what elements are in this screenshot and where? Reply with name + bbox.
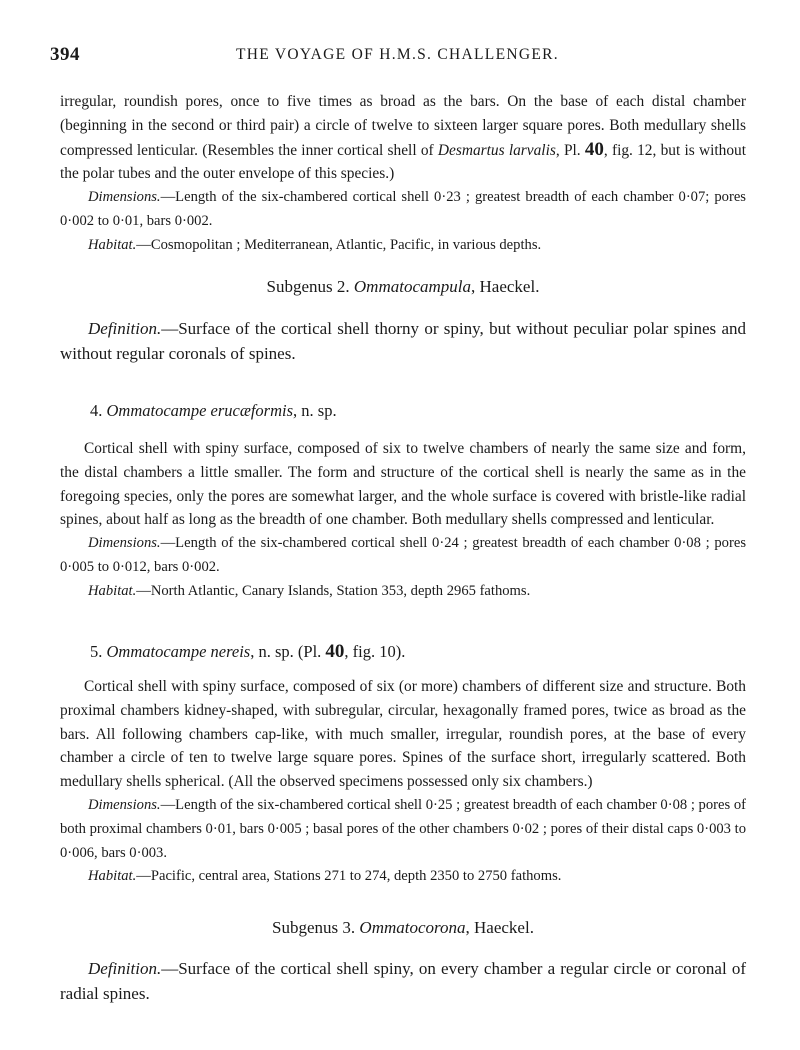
species-5-suffix-pre: , n. sp. (Pl. xyxy=(250,642,326,661)
species-5-heading xyxy=(60,641,746,663)
dimensions-label: Dimensions. xyxy=(88,189,161,206)
definition-label: Definition. xyxy=(88,319,162,338)
species-4-habitat xyxy=(60,580,746,604)
species-5-suffix-post: , fig. 10). xyxy=(344,642,406,661)
running-title: THE VOYAGE OF H.M.S. CHALLENGER. xyxy=(236,46,559,63)
definition-text: —Surface of the cortical shell spiny, on every chamber a regular circle or coronal of radial spines. xyxy=(60,959,746,1003)
habitat-label: Habitat. xyxy=(88,868,137,885)
subgenus-3-definition-block xyxy=(60,956,746,1006)
species-5-section xyxy=(60,641,746,663)
genus-reference: Desmartus larvalis xyxy=(437,141,556,159)
subgenus-3-definition xyxy=(60,956,746,1006)
species-5-body xyxy=(60,675,746,889)
plate-number: 40 xyxy=(584,138,604,160)
species-5-description: Cortical shell with spiny surface, composed of six (or more) chambers of different size and structure. Both proximal chambers kidney-shaped, with subregular, circular, hexagonally framed pores, twice as broad as the bars. All following chambers cap-like, with much smaller, irregular, roundish pores, at the base of every chamber a circle of ten to twelve large square pores. Spines of the surface short, irregularly scattered. Both medullary shells spherical. (All the observed specimens possessed only six chambers.) xyxy=(60,678,746,791)
habitat-label: Habitat. xyxy=(88,582,137,599)
species-5-number: 5. xyxy=(90,642,107,661)
species-5-habitat xyxy=(60,865,746,889)
habitat-text: —Pacific, central area, Stations 271 to 274, depth 2350 to 2750 fathoms. xyxy=(136,868,562,885)
definition-label: Definition. xyxy=(88,959,162,978)
dimensions-text: —Length of the six-chambered cortical shell 0·25 ; greatest breadth of each chamber 0·08 ; pores of both proximal chambers 0·01, bars 0·005 ; basal pores of the other chambers 0·02 ; pores of their distal caps 0·003 to 0·006, bars 0·003. xyxy=(60,796,746,861)
subgenus-3-suffix: , Haeckel. xyxy=(465,918,534,937)
continuation-block xyxy=(60,90,746,258)
species-5-plate-number: 40 xyxy=(325,641,345,662)
species-5-name: Ommatocampe nereis xyxy=(106,642,251,661)
habitat-paragraph xyxy=(60,234,746,258)
continuation-paragraph xyxy=(60,90,746,186)
dimensions-paragraph xyxy=(60,186,746,234)
species-4-dimensions xyxy=(60,532,746,580)
habitat-text: —Cosmopolitan ; Mediterranean, Atlantic, Pacific, in various depths. xyxy=(136,236,542,253)
subgenus-3-heading xyxy=(60,918,746,938)
species-4-suffix: , n. sp. xyxy=(293,401,337,420)
species-4-description: Cortical shell with spiny surface, composed of six to twelve chambers of nearly the same size and form, the distal chambers a little smaller. The form and structure of the cortical shell is nearly the same as in the foregoing species, only the pores are somewhat larger, and the whole surface is covered with bristle-like radial spines, about half as long as the breadth of one chamber. Both medullary shells compressed and lenticular. xyxy=(60,440,746,529)
subgenus-2-section xyxy=(60,277,746,297)
species-5-dimensions xyxy=(60,794,746,865)
subgenus-3-name: Ommatocorona xyxy=(359,918,466,937)
subgenus-2-prefix: Subgenus 2. xyxy=(266,277,354,296)
species-4-heading xyxy=(60,401,746,421)
habitat-label: Habitat. xyxy=(88,236,137,253)
subgenus-3-prefix: Subgenus 3. xyxy=(272,918,360,937)
dimensions-text: —Length of the six-chambered cortical shell 0·24 ; greatest breadth of each chamber 0·08 ; pores 0·005 to 0·012, bars 0·002. xyxy=(60,535,746,575)
continuation-rest: , fig. 12, but is without the polar tubes and the outer envelope of this species.) xyxy=(60,141,747,183)
continuation-text: irregular, roundish pores, once to five times as broad as the bars. On the base of each distal chamber (beginning in the second or third pair) a circle of twelve to sixteen larger square pores. Both medullary shells compressed lenticular. (Resembles the inner cortical shell of xyxy=(60,93,746,159)
subgenus-2-suffix: , Haeckel. xyxy=(471,277,540,296)
dimensions-label: Dimensions. xyxy=(88,796,161,813)
species-4-body xyxy=(60,437,746,604)
definition-text: —Surface of the cortical shell thorny or spiny, but without peculiar polar spines and without regular coronals of spines. xyxy=(60,319,746,363)
subgenus-2-definition-block xyxy=(60,316,746,366)
page-number: 394 xyxy=(50,44,80,65)
dimensions-label: Dimensions. xyxy=(88,535,161,552)
subgenus-3-section xyxy=(60,918,746,938)
subgenus-2-name: Ommatocampula xyxy=(353,277,472,296)
species-4-name: Ommatocampe erucæformis xyxy=(106,401,294,420)
dimensions-text: —Length of the six-chambered cortical shell 0·23 ; greatest breadth of each chamber 0·07; pores 0·002 to 0·01, bars 0·002. xyxy=(60,189,746,229)
subgenus-2-definition xyxy=(60,316,746,366)
species-4-number: 4. xyxy=(90,401,107,420)
species-4-section xyxy=(60,401,746,421)
habitat-text: —North Atlantic, Canary Islands, Station 353, depth 2965 fathoms. xyxy=(136,582,531,599)
running-head xyxy=(50,44,750,74)
subgenus-2-heading xyxy=(60,277,746,297)
plate-prefix: , Pl. xyxy=(555,141,585,159)
